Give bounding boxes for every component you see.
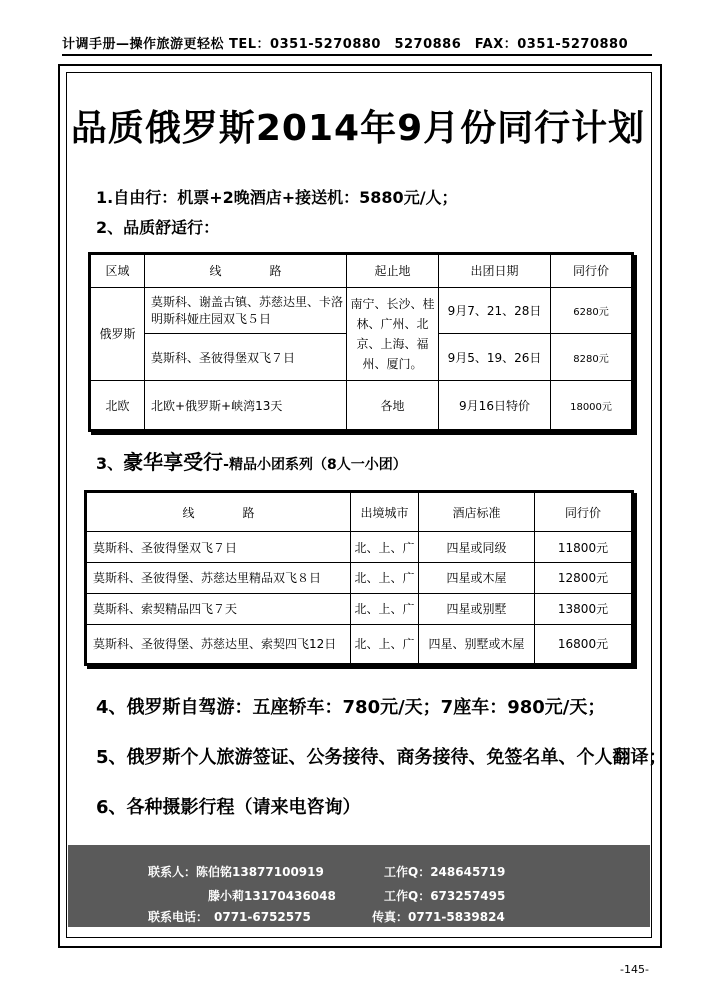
date-cell: 9月7、21、28日 [439,287,551,334]
city-cell: 北、上、广 [351,532,419,563]
hotel-cell: 四星或别墅 [419,593,535,624]
contact-panel [68,845,650,927]
item-4: 4、俄罗斯自驾游：五座轿车：780元/天；7座车：980元/天； [96,697,606,718]
city-cell: 北、上、广 [351,624,419,663]
date-cell: 9月16日特价 [439,381,551,430]
route-cell: 莫斯科、圣彼得堡双飞７日 [145,334,347,381]
route-cell: 莫斯科、圣彼得堡双飞７日 [87,532,351,563]
item-2: 2、品质舒适行： [96,218,220,237]
item-3-prefix: 3、 [96,454,124,473]
region-russia: 俄罗斯 [91,287,145,381]
col-header-date: 出团日期 [439,255,551,288]
contact-qq-2: 工作Q：673257495 [384,889,506,903]
item-3-sub: -精品小团系列（8人一小团） [223,457,407,473]
city-cell: 北、上、广 [351,593,419,624]
page-header: 计调手册—操作旅游更轻松 TEL：0351-5270880 5270886 FAX：0351-5270880 [62,33,652,56]
item-5: 5、俄罗斯个人旅游签证、公务接待、商务接待、免签名单、个人翻译； [96,747,667,768]
item-6: 6、各种摄影行程（请来电咨询） [96,797,361,818]
cities-cell: 南宁、长沙、桂林、广州、北京、上海、福州、厦门。 [347,287,439,381]
table-quality [88,252,634,432]
page-title: 品质俄罗斯2014年9月份同行计划 [70,108,646,149]
contact-fax: 传真：0771-5839824 [372,910,505,924]
price-cell: 8280元 [551,334,632,381]
hotel-cell: 四星或木屋 [419,563,535,594]
region-nordic: 北欧 [91,381,145,430]
table-row [87,593,632,624]
price-cell: 12800元 [535,563,632,594]
route-cell: 莫斯科、索契精品四飞７天 [87,593,351,624]
price-cell: 11800元 [535,532,632,563]
route-cell: 莫斯科、圣彼得堡、苏慈达里、索契四飞12日 [87,624,351,663]
col-header-city: 出境城市 [351,493,419,532]
col-header-origin: 起止地 [347,255,439,288]
price-cell: 16800元 [535,624,632,663]
table-row [87,563,632,594]
contact-person-2: 滕小莉13170436048 [208,889,336,903]
table-row [87,624,632,663]
table-luxury [84,490,634,666]
hotel-cell: 四星或同级 [419,532,535,563]
route-cell: 莫斯科、圣彼得堡、苏慈达里精品双飞８日 [87,563,351,594]
col-header-price: 同行价 [551,255,632,288]
item-1: 1.自由行：机票+2晚酒店+接送机：5880元/人； [96,188,458,207]
route-cell: 莫斯科、谢盖古镇、苏慈达里、卡洛明斯科娅庄园双飞５日 [145,287,347,334]
price-cell: 18000元 [551,381,632,430]
city-cell: 北、上、广 [351,563,419,594]
hotel-cell: 四星、别墅或木屋 [419,624,535,663]
col-header-route: 线 路 [87,493,351,532]
col-header-route: 线 路 [145,255,347,288]
col-header-hotel: 酒店标准 [419,493,535,532]
date-cell: 9月5、19、26日 [439,334,551,381]
contact-person-1: 联系人：陈伯铭13877100919 [148,865,324,879]
col-header-price: 同行价 [535,493,632,532]
col-header-region: 区域 [91,255,145,288]
item-3 [96,446,407,475]
price-cell: 6280元 [551,287,632,334]
contact-phone: 联系电话： 0771-6752575 [148,910,311,924]
contact-qq-1: 工作Q：248645719 [384,865,506,879]
item-3-main: 豪华享受行 [123,450,224,474]
cities-cell: 各地 [347,381,439,430]
route-cell: 北欧+俄罗斯+峡湾13天 [145,381,347,430]
price-cell: 13800元 [535,593,632,624]
table-row [87,532,632,563]
page-number: -145- [620,963,649,976]
